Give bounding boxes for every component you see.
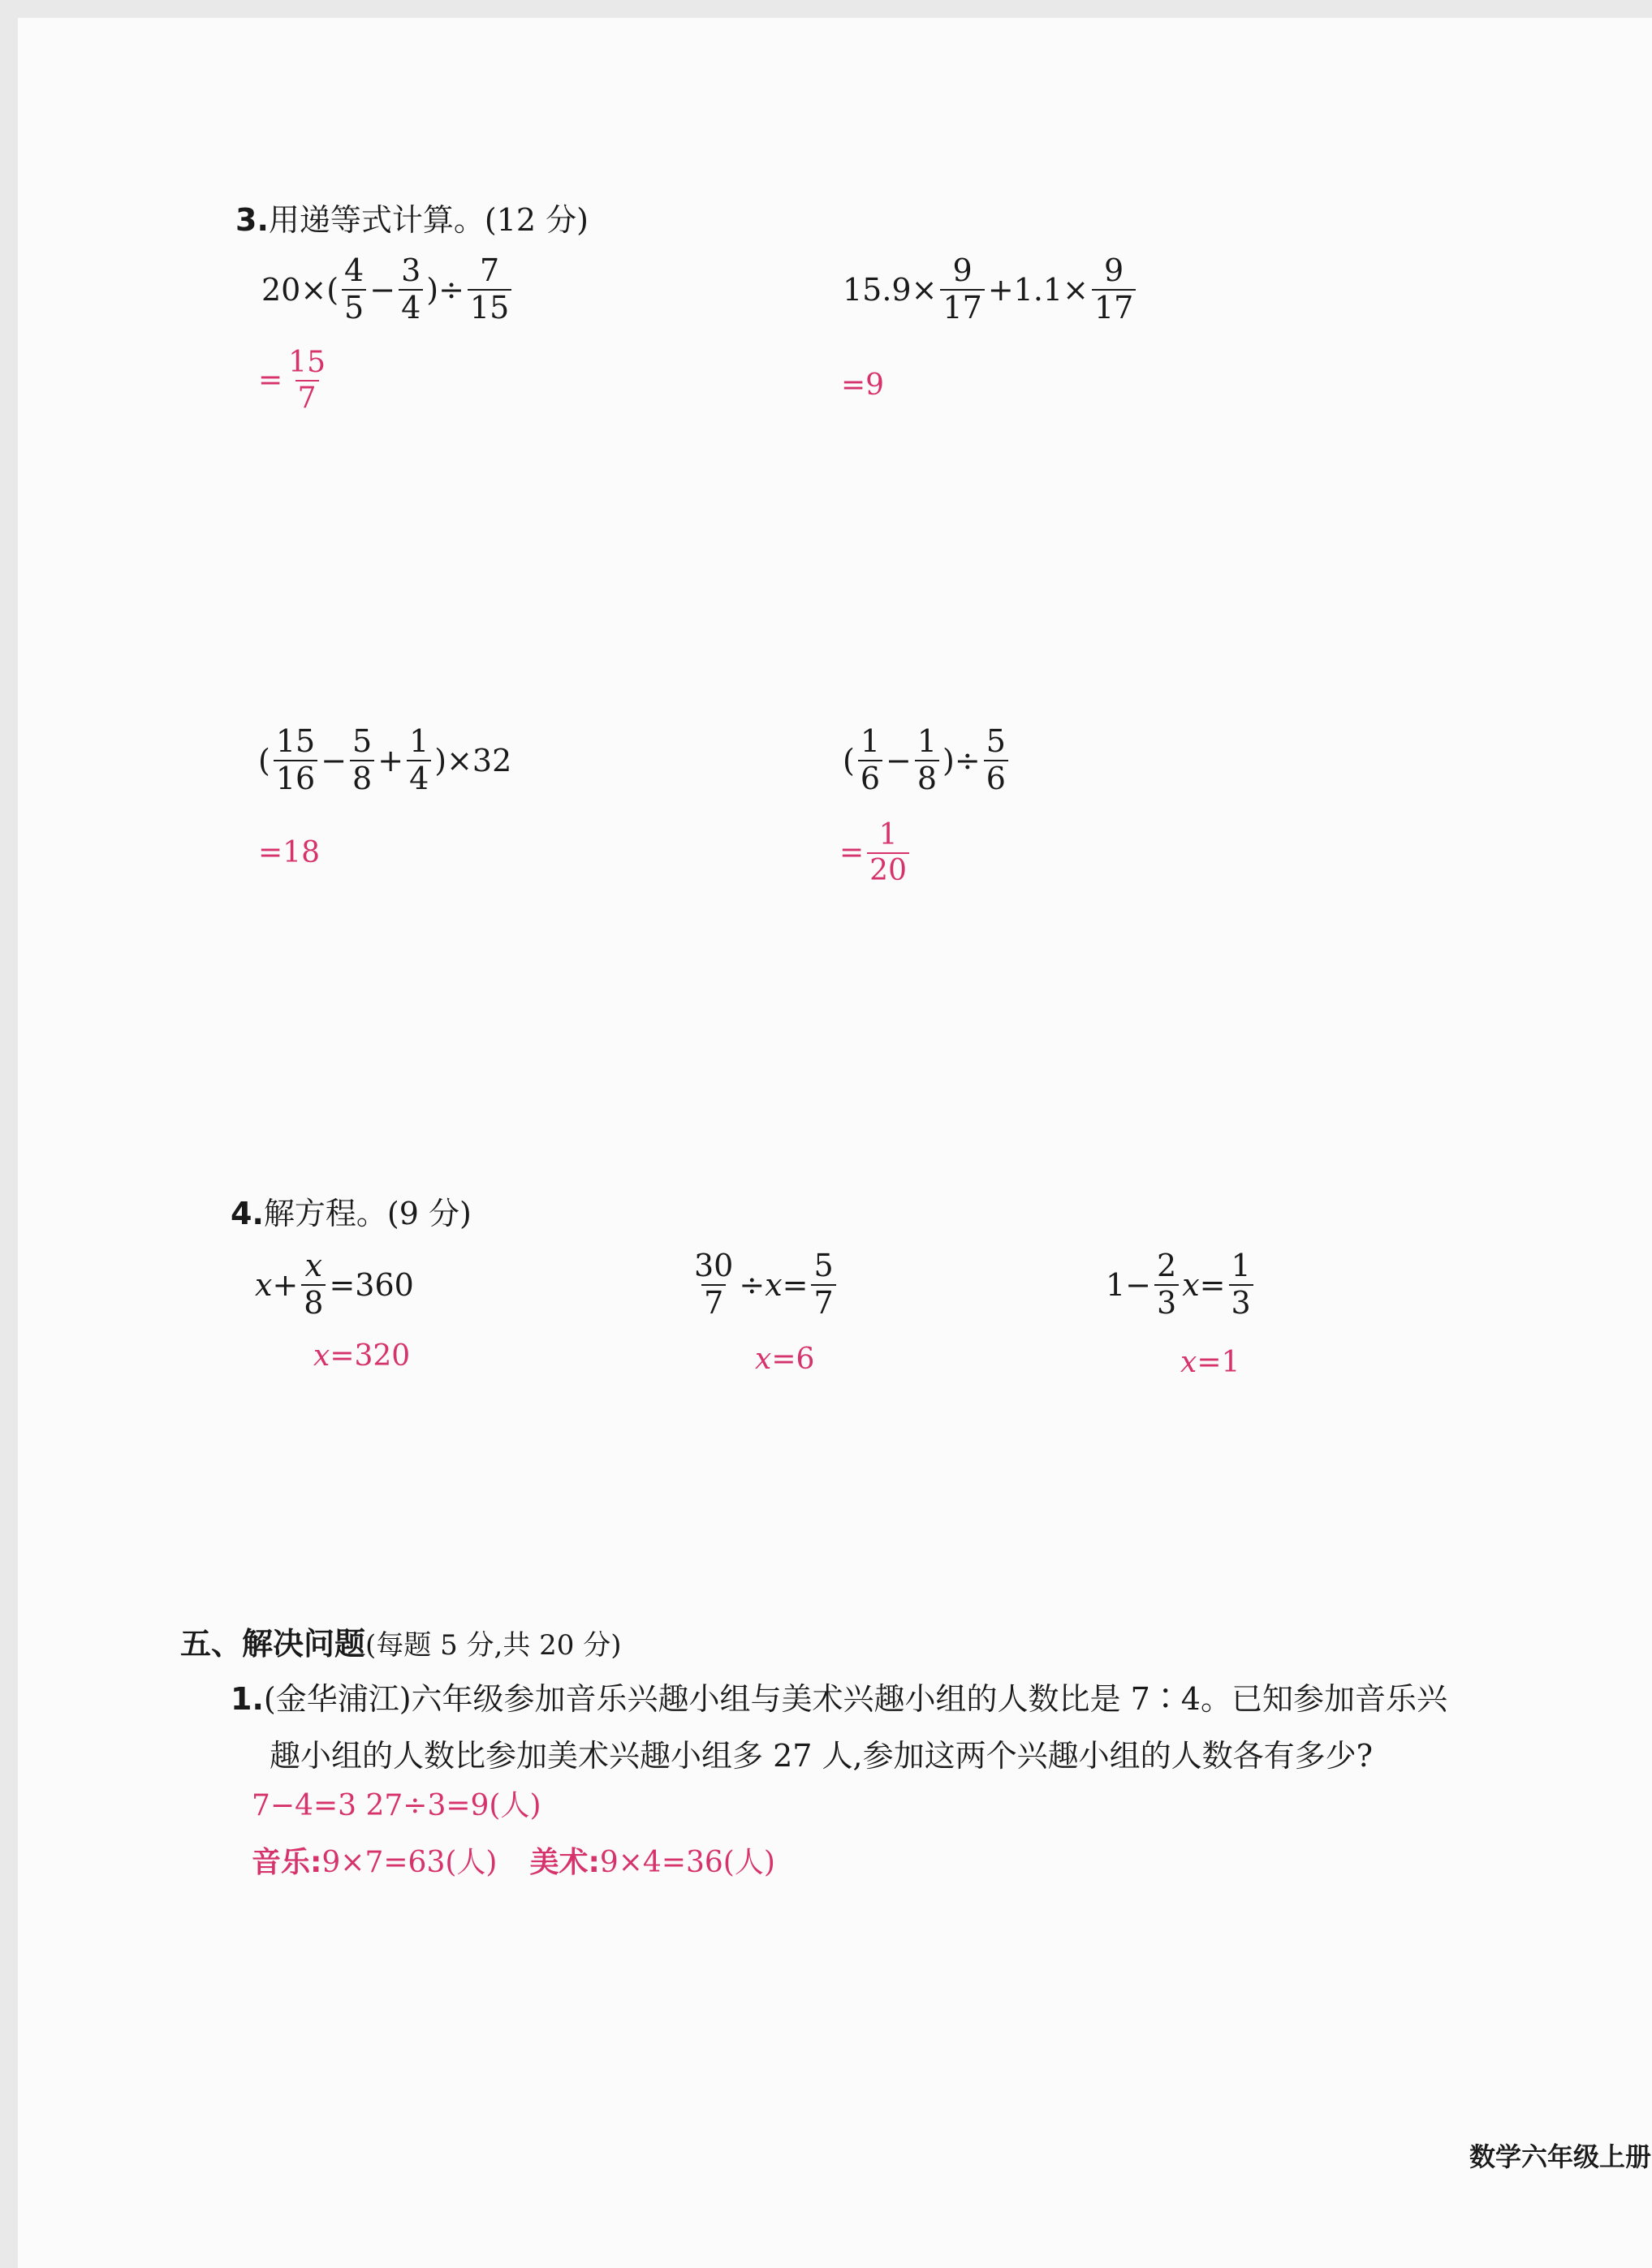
section5-heading: 五、解决问题(每题 5 分,共 20 分) <box>180 1626 622 1662</box>
worksheet-page <box>18 18 1652 2268</box>
q4-answer-2: x =6 <box>755 1343 815 1376</box>
footer-book-title: 数学六年级上册 <box>1469 2141 1652 2172</box>
q4-answer-3: x =1 <box>1180 1346 1240 1379</box>
q4-heading: 4.解方程。(9 分) <box>231 1196 472 1231</box>
q3-problem-4: ( $\frac{1}{6}$ − $\frac{1}{8}$ )÷ $\frac{5}{6}$ <box>843 726 1011 796</box>
q3-problem-2: 15.9× $\frac{9}{17}$ +1.1× $\frac{9}{17}$ <box>843 255 1139 325</box>
q3-answer-4: = $\frac{1}{20}$ <box>839 820 912 886</box>
q4-equation-1: x + $\frac{x}{8}$ =360 <box>255 1248 414 1321</box>
section5-q1-answer-1: 7−4=3 27÷3=9(人) <box>252 1789 541 1822</box>
q3-problem-3: ( $\frac{15}{16}$ − $\frac{5}{8}$ + $\frac{1}{4}$ )×32 <box>258 723 512 796</box>
q3-answer-2: =9 <box>841 369 885 402</box>
q3-problem-1: 20×( $\frac{4}{5}$ − $\frac{3}{4}$ )÷ $\frac{7}{15}$ <box>261 255 515 325</box>
q4-answer-1: x =320 <box>313 1339 411 1373</box>
q4-equation-2: $\frac{30}{7}$ ÷ x = $\frac{5}{7}$ <box>688 1250 839 1320</box>
section5-q1-answer-2: 音乐: 9×7=63(人) 美术: 9×4=36(人) <box>252 1846 775 1879</box>
q4-equation-3: 1− $\frac{2}{3}$ x = $\frac{1}{3}$ <box>1106 1250 1257 1320</box>
q3-heading: 3.用递等式计算。(12 分) <box>235 202 589 238</box>
section5-q1-text: 1.(金华浦江)六年级参加音乐兴趣小组与美术兴趣小组的人数比是 7∶4。已知参加音乐兴 趣小组的人数比参加美术兴趣小组多 27 人,参加这两个兴趣小组的人数各有多少? <box>231 1681 1447 1774</box>
q3-answer-1: = $\frac{15}{7}$ <box>258 346 326 415</box>
q3-answer-3: =18 <box>258 836 320 869</box>
